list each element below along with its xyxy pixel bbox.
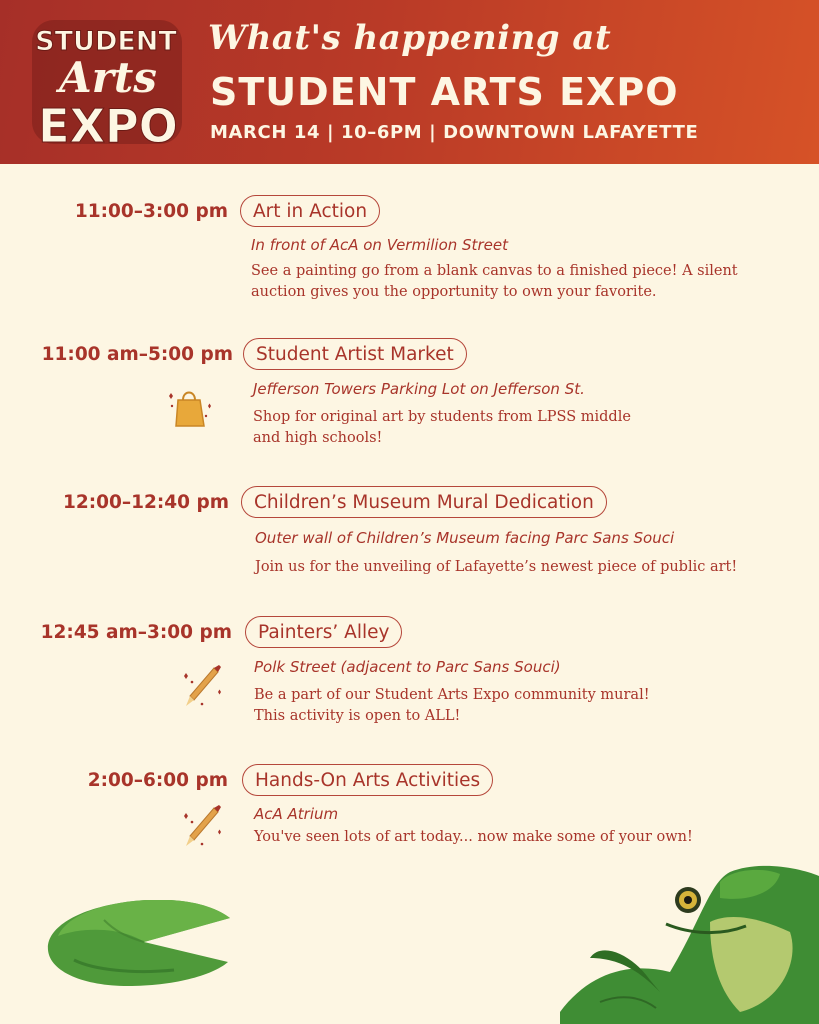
shopping-bag-icon <box>164 384 214 432</box>
event-name: Hands-On Arts Activities <box>242 764 493 796</box>
description-line: and high schools! <box>253 430 383 446</box>
event-location: Outer wall of Children’s Museum facing Parc Sans Souci <box>255 529 675 547</box>
event-location: Jefferson Towers Parking Lot on Jefferson St. <box>253 380 585 398</box>
description-line: Join us for the unveiling of Lafayette’s newest piece of public art! <box>255 559 738 575</box>
page-title: STUDENT ARTS EXPO <box>210 70 679 114</box>
header-banner <box>0 0 819 164</box>
logo-line-student: STUDENT <box>35 26 177 57</box>
event-name: Children’s Museum Mural Dedication <box>241 486 607 518</box>
event-location: AcA Atrium <box>254 805 339 823</box>
event-time: 11:00–3:00 pm <box>74 201 228 222</box>
description-line: You've seen lots of art today... now make some of your own! <box>254 829 693 845</box>
event-time: 12:45 am–3:00 pm <box>40 622 232 643</box>
lily-pad-illustration <box>44 900 234 990</box>
event-location: Polk Street (adjacent to Parc Sans Souci) <box>254 658 561 676</box>
paintbrush-icon <box>180 662 226 710</box>
description-line: This activity is open to ALL! <box>254 708 461 724</box>
description-line: auction gives you the opportunity to own your favorite. <box>251 284 657 300</box>
event-name: Painters’ Alley <box>245 616 402 648</box>
event-description <box>255 557 795 578</box>
logo-line-expo: EXPO <box>38 99 178 150</box>
event-name: Student Artist Market <box>243 338 467 370</box>
description-line: See a painting go from a blank canvas to a finished piece! A silent <box>251 263 738 279</box>
logo-line-arts: Arts <box>59 53 157 102</box>
event-time: 2:00–6:00 pm <box>87 770 228 791</box>
event-time: 11:00 am–5:00 pm <box>41 344 233 365</box>
student-arts-expo-logo <box>28 14 188 150</box>
event-location: In front of AcA on Vermilion Street <box>251 236 508 254</box>
tagline: What's happening at <box>208 18 612 58</box>
event-description <box>251 261 791 303</box>
event-time: 12:00–12:40 pm <box>63 492 229 513</box>
paintbrush-icon <box>180 802 226 850</box>
event-date-location: MARCH 14 | 10–6PM | DOWNTOWN LAFAYETTE <box>210 122 699 143</box>
event-description <box>254 685 774 727</box>
description-line: Shop for original art by students from LPSS middle <box>253 409 631 425</box>
event-name: Art in Action <box>240 195 380 227</box>
description-line: Be a part of our Student Arts Expo community mural! <box>254 687 650 703</box>
logo-graphic <box>28 14 188 150</box>
event-description <box>254 827 794 848</box>
event-description <box>253 407 773 449</box>
frog-illustration <box>560 862 819 1024</box>
